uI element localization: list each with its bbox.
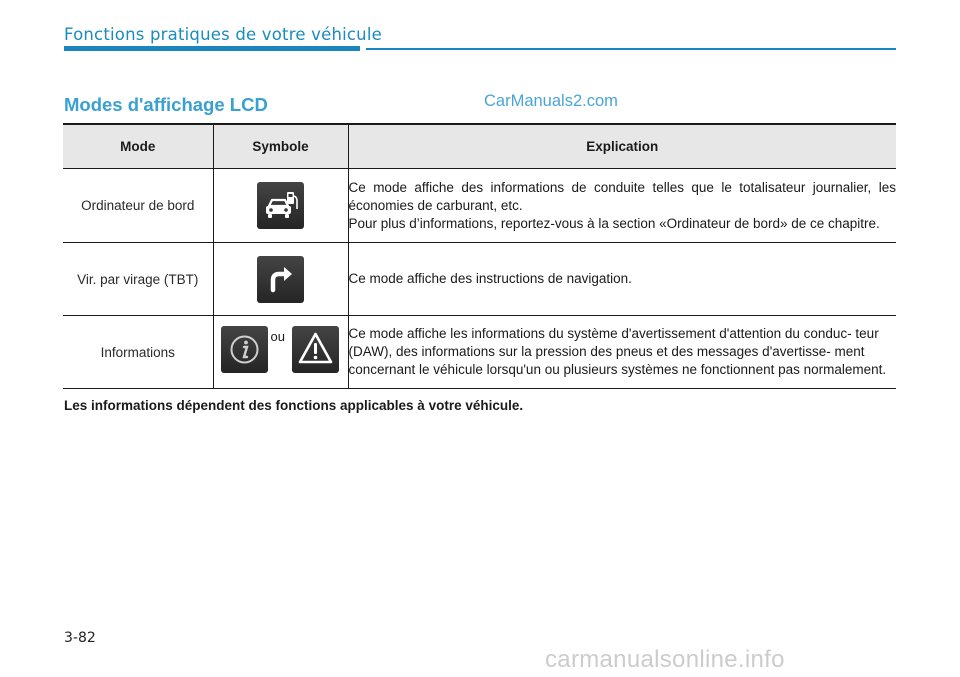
header-symbol: Symbole bbox=[213, 124, 348, 169]
explanation-cell bbox=[348, 169, 896, 243]
header-bar-thick bbox=[64, 46, 360, 51]
explanation-text: Ce mode affiche des informations de conduite telles que le totalisateur journalier, les économies de carburant, etc. bbox=[348, 179, 896, 213]
table-header-row bbox=[63, 124, 896, 169]
info-icon bbox=[221, 326, 268, 373]
mode-label: Ordinateur de bord bbox=[63, 169, 213, 243]
table-row bbox=[63, 243, 896, 316]
chapter-title: Fonctions pratiques de votre véhicule bbox=[64, 25, 382, 44]
watermark-top[interactable]: CarManuals2.com bbox=[484, 92, 618, 110]
turn-right-arrow-icon bbox=[257, 256, 304, 303]
explanation-text: Ce mode affiche des instructions de navigation. bbox=[348, 271, 632, 286]
table-row bbox=[63, 316, 896, 389]
header-mode: Mode bbox=[63, 124, 213, 169]
section-title: Modes d'affichage LCD bbox=[64, 94, 268, 115]
explanation-cell bbox=[348, 316, 896, 389]
header-explanation: Explication bbox=[348, 124, 896, 169]
explanation-text-reference: Pour plus d’informations, reportez-vous à la section «Ordinateur de bord» de ce chapitre. bbox=[348, 215, 880, 231]
page-number: 3-82 bbox=[64, 630, 96, 646]
symbol-cell bbox=[213, 243, 348, 316]
warning-triangle-icon bbox=[292, 326, 339, 373]
header-bar-thin bbox=[366, 48, 896, 50]
lcd-modes-table bbox=[63, 123, 896, 389]
car-fuel-trip-icon bbox=[257, 182, 304, 229]
mode-label: Vir. par virage (TBT) bbox=[63, 243, 213, 316]
or-text: ou bbox=[270, 329, 285, 344]
table-row bbox=[63, 169, 896, 243]
symbol-cell bbox=[213, 316, 348, 389]
symbol-cell bbox=[213, 169, 348, 243]
footnote: Les informations dépendent des fonctions applicables à votre véhicule. bbox=[64, 398, 524, 413]
explanation-cell bbox=[348, 243, 896, 316]
mode-label: Informations bbox=[63, 316, 213, 389]
watermark-bottom[interactable]: carmanualsonline.info bbox=[545, 646, 785, 673]
explanation-text: Ce mode affiche les informations du système d'avertissement d'attention du conduc- teur (DAW), des informations sur la pression des pneus et des messages d'avertisse- ment concernant le véhicule lorsqu'un ou plusieurs systèmes ne fonctionnent pas normalement. bbox=[348, 326, 887, 377]
